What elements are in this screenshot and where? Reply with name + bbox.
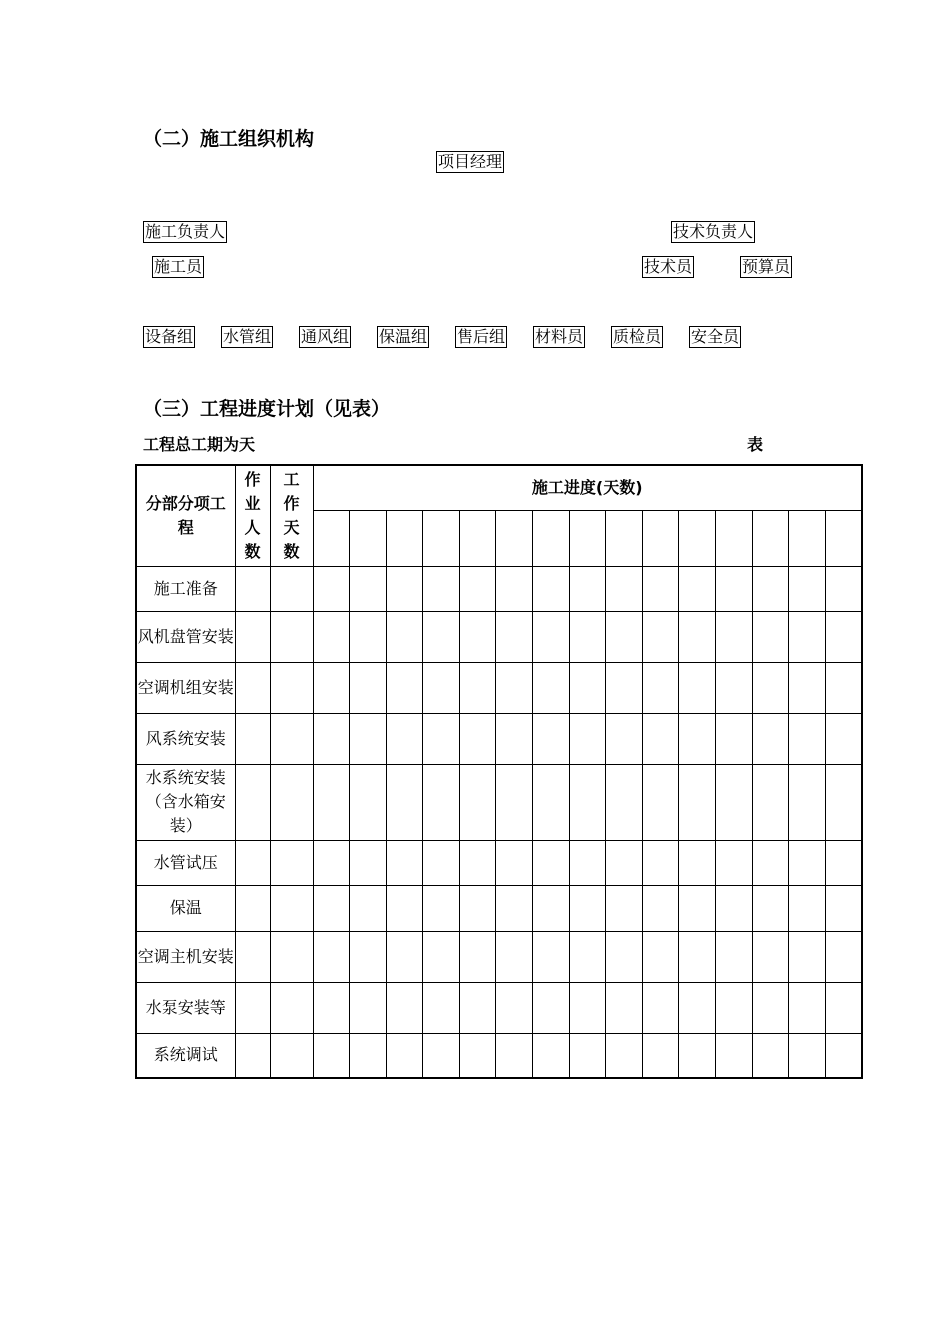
table-cell: [386, 1033, 423, 1078]
table-cell: [270, 840, 313, 885]
table-cell: [313, 662, 350, 713]
table-cell: [386, 840, 423, 885]
table-cell: [642, 1033, 679, 1078]
table-cell: [533, 982, 570, 1033]
table-cell: [752, 662, 789, 713]
org-group: 水管组: [223, 327, 272, 346]
table-cell: [825, 885, 862, 931]
row-label: 风系统安装: [136, 713, 235, 764]
table-cell: [270, 764, 313, 840]
table-cell: [716, 885, 753, 931]
day-header-cell: [679, 510, 716, 566]
table-cell: [496, 662, 533, 713]
table-cell: [679, 885, 716, 931]
day-header-cell: [423, 510, 460, 566]
day-header-cell: [642, 510, 679, 566]
table-cell: [313, 1033, 350, 1078]
day-header-cell: [386, 510, 423, 566]
table-cell: [716, 611, 753, 662]
table-cell: [235, 662, 270, 713]
table-row: [136, 611, 862, 662]
table-cell: [496, 611, 533, 662]
org-group: 保温组: [379, 327, 428, 346]
table-cell: [350, 764, 387, 840]
table-cell: [270, 982, 313, 1033]
org-group: 售后组: [457, 327, 506, 346]
table-cell: [716, 1033, 753, 1078]
section2-heading: （二）施工组织机构: [143, 128, 315, 150]
header-progress: 施工进度(天数): [313, 465, 862, 510]
table-cell: [642, 611, 679, 662]
org-group: 设备组: [145, 327, 194, 346]
table-cell: [350, 611, 387, 662]
table-cell: [350, 713, 387, 764]
table-row: [136, 840, 862, 885]
day-header-cell: [533, 510, 570, 566]
table-cell: [235, 885, 270, 931]
table-cell: [350, 566, 387, 611]
table-cell: [235, 764, 270, 840]
table-cell: [386, 713, 423, 764]
table-cell: [752, 566, 789, 611]
schedule-table: [135, 464, 863, 1079]
table-cell: [235, 713, 270, 764]
table-cell: [350, 885, 387, 931]
table-cell: [642, 931, 679, 982]
table-cell: [569, 1033, 606, 1078]
table-cell: [313, 764, 350, 840]
table-cell: [423, 713, 460, 764]
day-header-cell: [606, 510, 643, 566]
table-row: [136, 566, 862, 611]
table-cell: [459, 611, 496, 662]
table-cell: [642, 885, 679, 931]
table-cell: [270, 611, 313, 662]
table-cell: [533, 1033, 570, 1078]
table-cell: [789, 566, 826, 611]
table-cell: [569, 885, 606, 931]
table-cell: [606, 982, 643, 1033]
table-cell: [459, 1033, 496, 1078]
table-cell: [789, 931, 826, 982]
table-cell: [679, 713, 716, 764]
row-label: 风机盘管安装: [136, 611, 235, 662]
total-duration-label: 工程总工期为天: [143, 435, 256, 454]
table-row: [136, 982, 862, 1033]
table-cell: [789, 713, 826, 764]
table-cell: [679, 611, 716, 662]
table-cell: [423, 840, 460, 885]
table-cell: [606, 840, 643, 885]
table-cell: [825, 713, 862, 764]
org-technician: 技术员: [644, 257, 693, 276]
table-cell: [496, 931, 533, 982]
header-item: 分部分项工程: [136, 465, 235, 566]
table-cell: [459, 840, 496, 885]
table-cell: [752, 1033, 789, 1078]
table-cell: [789, 1033, 826, 1078]
table-cell: [459, 764, 496, 840]
table-cell: [423, 982, 460, 1033]
table-cell: [270, 885, 313, 931]
table-cell: [825, 1033, 862, 1078]
table-row: [136, 713, 862, 764]
table-cell: [679, 931, 716, 982]
table-cell: [752, 982, 789, 1033]
table-cell: [496, 566, 533, 611]
table-cell: [752, 931, 789, 982]
table-cell: [789, 982, 826, 1033]
table-cell: [533, 611, 570, 662]
table-cell: [533, 885, 570, 931]
org-group: 质检员: [613, 327, 662, 346]
table-cell: [386, 566, 423, 611]
table-cell: [533, 713, 570, 764]
table-cell: [313, 840, 350, 885]
day-header-cell: [716, 510, 753, 566]
table-cell: [496, 764, 533, 840]
table-row: [136, 1033, 862, 1078]
table-cell: [270, 662, 313, 713]
table-cell: [789, 662, 826, 713]
row-label: 水管试压: [136, 840, 235, 885]
section3-heading: （三）工程进度计划（见表）: [143, 398, 391, 420]
org-group: 通风组: [301, 327, 350, 346]
table-cell: [642, 566, 679, 611]
org-technical-lead: 技术负责人: [673, 222, 754, 241]
day-header-cell: [350, 510, 387, 566]
table-cell: [789, 611, 826, 662]
day-header-cell: [752, 510, 789, 566]
org-group: 材料员: [535, 327, 584, 346]
org-estimator: 预算员: [742, 257, 791, 276]
table-cell: [235, 1033, 270, 1078]
table-cell: [459, 931, 496, 982]
table-cell: [386, 662, 423, 713]
table-cell: [533, 840, 570, 885]
table-cell: [825, 662, 862, 713]
table-cell: [533, 764, 570, 840]
table-cell: [642, 764, 679, 840]
table-cell: [496, 1033, 533, 1078]
table-cell: [235, 566, 270, 611]
table-cell: [533, 662, 570, 713]
day-header-cell: [825, 510, 862, 566]
table-cell: [716, 662, 753, 713]
table-cell: [642, 982, 679, 1033]
table-cell: [533, 931, 570, 982]
table-cell: [386, 611, 423, 662]
row-label: 保温: [136, 885, 235, 931]
table-cell: [459, 713, 496, 764]
table-cell: [423, 931, 460, 982]
table-cell: [716, 566, 753, 611]
table-row: [136, 885, 862, 931]
day-header-cell: [313, 510, 350, 566]
table-row: [136, 764, 862, 840]
table-cell: [496, 713, 533, 764]
table-cell: [386, 885, 423, 931]
table-cell: [270, 566, 313, 611]
table-row: [136, 662, 862, 713]
table-cell: [752, 611, 789, 662]
table-cell: [606, 611, 643, 662]
table-cell: [825, 566, 862, 611]
table-cell: [789, 885, 826, 931]
day-header-cell: [789, 510, 826, 566]
table-cell: [423, 885, 460, 931]
table-cell: [789, 840, 826, 885]
table-cell: [496, 885, 533, 931]
table-cell: [569, 840, 606, 885]
org-construction-lead: 施工负责人: [145, 222, 226, 241]
table-cell: [235, 931, 270, 982]
table-cell: [606, 931, 643, 982]
table-cell: [606, 885, 643, 931]
table-cell: [606, 566, 643, 611]
row-label: 系统调试: [136, 1033, 235, 1078]
table-cell: [752, 840, 789, 885]
header-days: 工作天数: [270, 465, 313, 566]
table-label: 表: [747, 435, 764, 454]
row-label: 空调机组安装: [136, 662, 235, 713]
org-project-manager: 项目经理: [438, 152, 503, 171]
org-group: 安全员: [691, 327, 740, 346]
table-cell: [423, 764, 460, 840]
table-cell: [350, 840, 387, 885]
day-header-cell: [459, 510, 496, 566]
table-cell: [423, 611, 460, 662]
table-cell: [313, 566, 350, 611]
table-cell: [716, 840, 753, 885]
table-cell: [679, 662, 716, 713]
table-cell: [569, 566, 606, 611]
table-cell: [569, 931, 606, 982]
table-cell: [350, 1033, 387, 1078]
table-cell: [569, 982, 606, 1033]
table-cell: [313, 611, 350, 662]
table-cell: [270, 931, 313, 982]
table-cell: [235, 982, 270, 1033]
table-cell: [752, 885, 789, 931]
row-label: 空调主机安装: [136, 931, 235, 982]
table-cell: [235, 840, 270, 885]
table-cell: [825, 931, 862, 982]
table-cell: [569, 764, 606, 840]
day-header-cell: [496, 510, 533, 566]
table-cell: [606, 713, 643, 764]
table-cell: [313, 885, 350, 931]
table-cell: [642, 840, 679, 885]
table-cell: [569, 611, 606, 662]
table-cell: [752, 713, 789, 764]
table-cell: [679, 1033, 716, 1078]
table-cell: [423, 1033, 460, 1078]
table-cell: [679, 764, 716, 840]
table-cell: [459, 662, 496, 713]
header-workers: 作业人数: [235, 465, 270, 566]
table-cell: [716, 764, 753, 840]
table-cell: [569, 662, 606, 713]
table-cell: [642, 713, 679, 764]
table-cell: [313, 713, 350, 764]
table-cell: [679, 840, 716, 885]
table-cell: [679, 566, 716, 611]
row-label: 水系统安装（含水箱安装）: [136, 764, 235, 840]
table-cell: [679, 982, 716, 1033]
table-cell: [459, 982, 496, 1033]
table-cell: [825, 982, 862, 1033]
table-cell: [716, 931, 753, 982]
table-cell: [789, 764, 826, 840]
table-cell: [825, 840, 862, 885]
table-cell: [235, 611, 270, 662]
row-label: 水泵安装等: [136, 982, 235, 1033]
table-cell: [752, 764, 789, 840]
table-cell: [386, 982, 423, 1033]
table-cell: [270, 713, 313, 764]
table-cell: [642, 662, 679, 713]
table-cell: [423, 662, 460, 713]
table-cell: [606, 662, 643, 713]
table-cell: [459, 566, 496, 611]
table-cell: [569, 713, 606, 764]
table-cell: [386, 931, 423, 982]
table-cell: [606, 1033, 643, 1078]
table-cell: [386, 764, 423, 840]
table-cell: [825, 764, 862, 840]
table-cell: [313, 931, 350, 982]
table-cell: [423, 566, 460, 611]
table-cell: [716, 713, 753, 764]
table-cell: [350, 662, 387, 713]
table-cell: [496, 982, 533, 1033]
table-cell: [459, 885, 496, 931]
table-cell: [313, 982, 350, 1033]
table-cell: [606, 764, 643, 840]
org-constructor: 施工员: [154, 257, 203, 276]
table-cell: [533, 566, 570, 611]
table-cell: [825, 611, 862, 662]
row-label: 施工准备: [136, 566, 235, 611]
day-header-cell: [569, 510, 606, 566]
table-cell: [270, 1033, 313, 1078]
table-cell: [496, 840, 533, 885]
table-row: [136, 931, 862, 982]
table-cell: [716, 982, 753, 1033]
table-cell: [350, 931, 387, 982]
table-cell: [350, 982, 387, 1033]
